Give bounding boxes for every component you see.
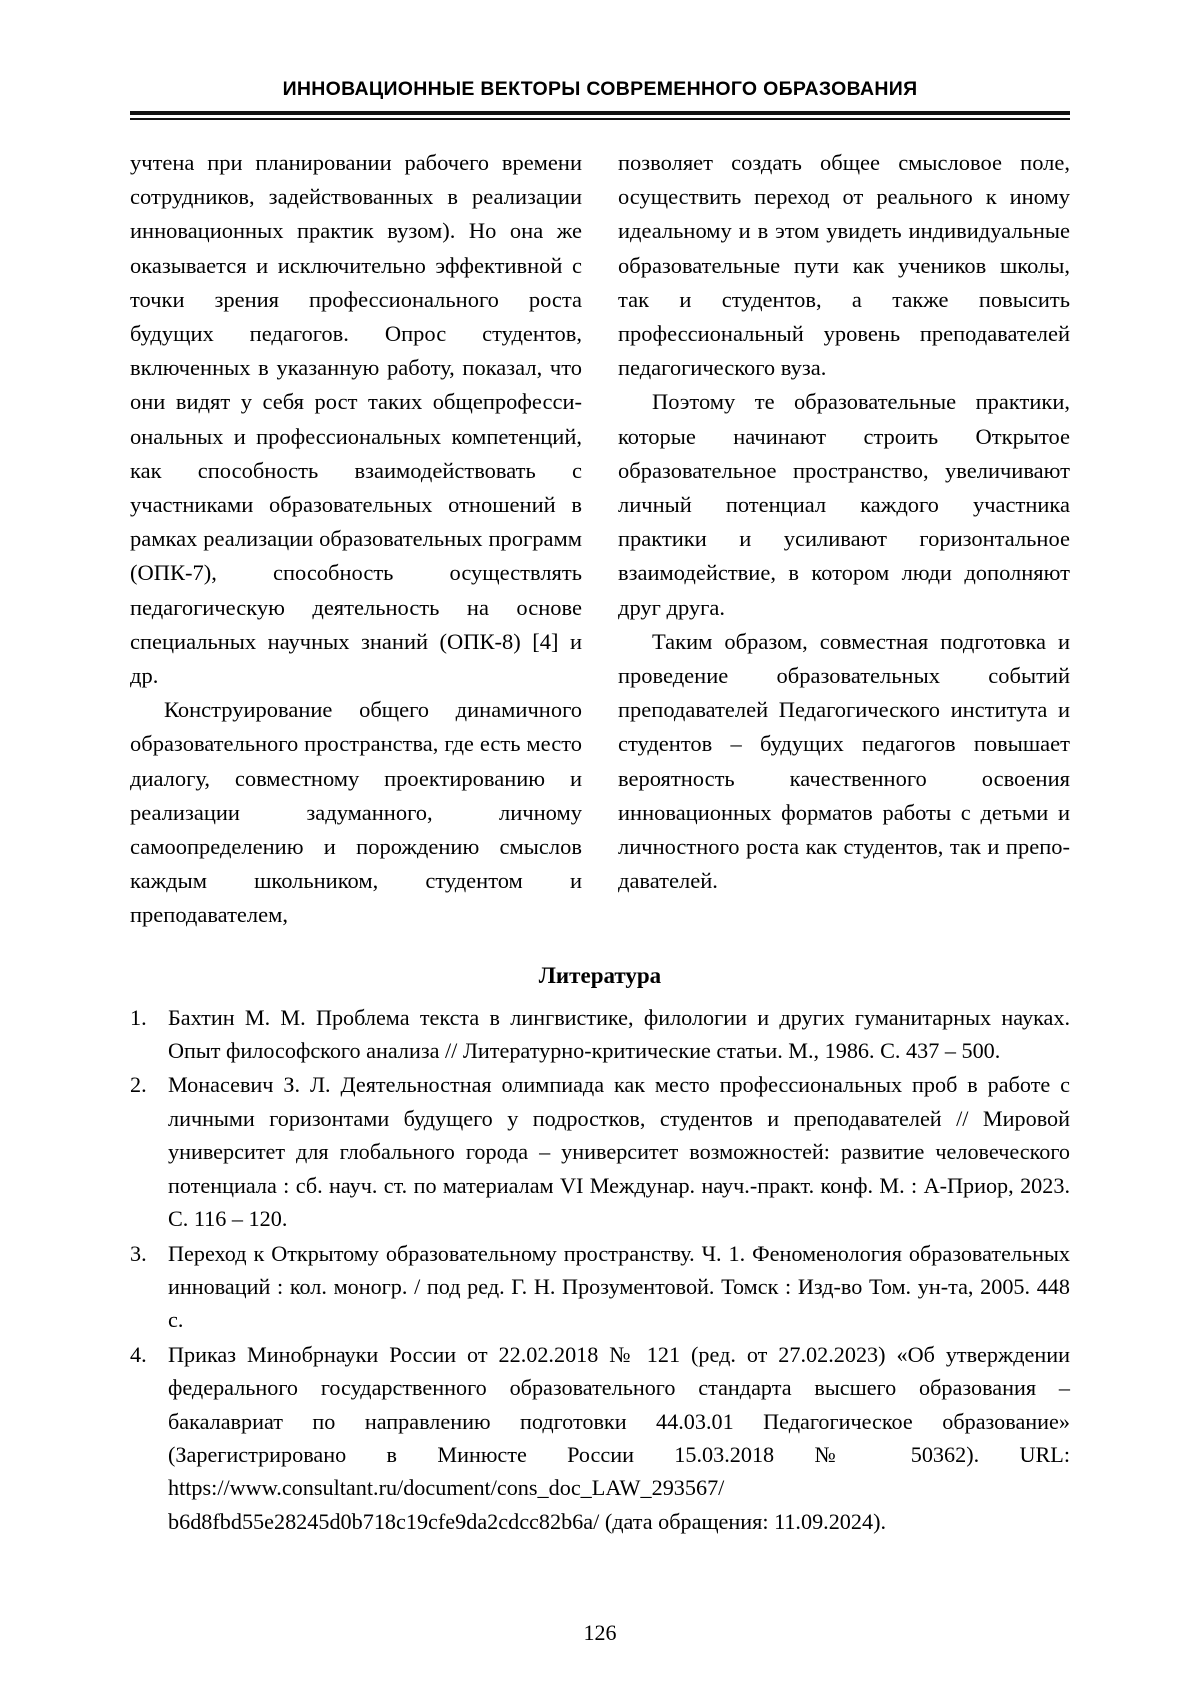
references-title: Литература xyxy=(538,962,662,988)
reference-text: Бахтин М. М. Проблема текста в лингвистике, филологии и других гуманитарных науках. Опыт философского анализа // Литературно-критические статьи. М., 1986. С. 437 – 500. xyxy=(168,1004,1070,1064)
paragraph: Поэтому те образовательные практики, которые начинают строить Открытое образовательное пространство, увеличивают личный потенциал каждого участника практики и усиливают горизонтальное взаимодействие, в котором люди дополняют друг друга. xyxy=(618,389,1070,620)
right-column xyxy=(618,146,1070,898)
reference-text: Переход к Открытому образовательному пространству. Ч. 1. Феноменология образовательных инноваций : кол. моногр. / под ред. Г. Н. Прозументовой. Томск : Изд-во Том. ун-та, 2005. 448 с. xyxy=(168,1240,1070,1333)
list-item xyxy=(130,1237,1070,1337)
two-column-body xyxy=(130,146,1070,933)
references-list xyxy=(130,1001,1070,1539)
list-item xyxy=(130,1068,1070,1235)
paragraph: учтена при планировании рабочего времени сотрудников, задействованных в реализации инновационных практик вузом). Но она же оказывается и исключительно эффективной с точки зрения профессионального роста будущих педагогов. Опрос студентов, включенных в указанную работу, показал, что они видят у себя рост таких общепрофессиональных и профессиональных компетенций, как способность взаимодействовать с участниками образовательных отношений в рамках реализации образовательных программ (ОПК-7), способность осуществлять педагогическую деятельность на основе специальных научных знаний (ОПК-8) [4] и др. xyxy=(130,150,582,689)
paragraph: Конструирование общего динамичного образовательного пространства, где есть место диалогу, совместному проектированию и реализации задуманного, личному самоопределению и порождению смыслов каждым школьником, студентом и преподавателем, xyxy=(130,697,582,928)
reference-text: Монасевич З. Л. Деятельностная олимпиада как место профессиональных проб в работе с личными горизонтами будущего у подростков, студентов и преподавателей // Мировой университет для глобального города – университет возможностей: развитие человеческого потенциала : сб. науч. ст. по материалам VI Междунар. науч.-практ. конф. М. : А-Приор, 2023. С. 116 – 120. xyxy=(168,1072,1070,1232)
page-number: 126 xyxy=(583,1620,617,1645)
reference-number: 2. xyxy=(130,1072,147,1098)
reference-number: 4. xyxy=(130,1341,147,1367)
list-item xyxy=(130,1338,1070,1538)
header-rule xyxy=(130,111,1070,120)
paragraph: позволяет создать общее смысловое поле, осуществить переход от реального к иному идеальному и в этом увидеть индивидуальные образовательные пути как учеников школы, так и студентов, а также повысить профессиональный уровень преподавателей педагогического вуза. xyxy=(618,150,1070,381)
paragraph: Таким образом, совместная подготовка и проведение образовательных событий преподавателей Педагогического института и студентов – будущих педагогов повышает вероятность качественного освоения инновационных форматов работы с детьми и личностного роста как студентов, так и преподавателей. xyxy=(618,628,1070,894)
reference-text: Приказ Минобрнауки России от 22.02.2018 № 121 (ред. от 27.02.2023) «Об утверждении федерального государственного образовательного стандарта высшего образования – бакалавриат по направлению подготовки 44.03.01 Педагогическое образование» (Зарегистрировано в Минюсте России 15.03.2018 № 50362). URL: https://www.consultant.ru/document/cons_doc_LAW_293567/ b6d8fbd55e28245d0b718c19cfe9da2cdcc82b6a/ (дата обращения: 11.09.2024). xyxy=(168,1341,1070,1534)
reference-number: 1. xyxy=(130,1004,147,1030)
left-column xyxy=(130,146,582,933)
references-section xyxy=(130,963,1070,1539)
list-item xyxy=(130,1001,1070,1068)
running-head: ИННОВАЦИОННЫЕ ВЕКТОРЫ СОВРЕМЕННОГО ОБРАЗОВАНИЯ xyxy=(282,78,918,100)
reference-number: 3. xyxy=(130,1240,147,1266)
